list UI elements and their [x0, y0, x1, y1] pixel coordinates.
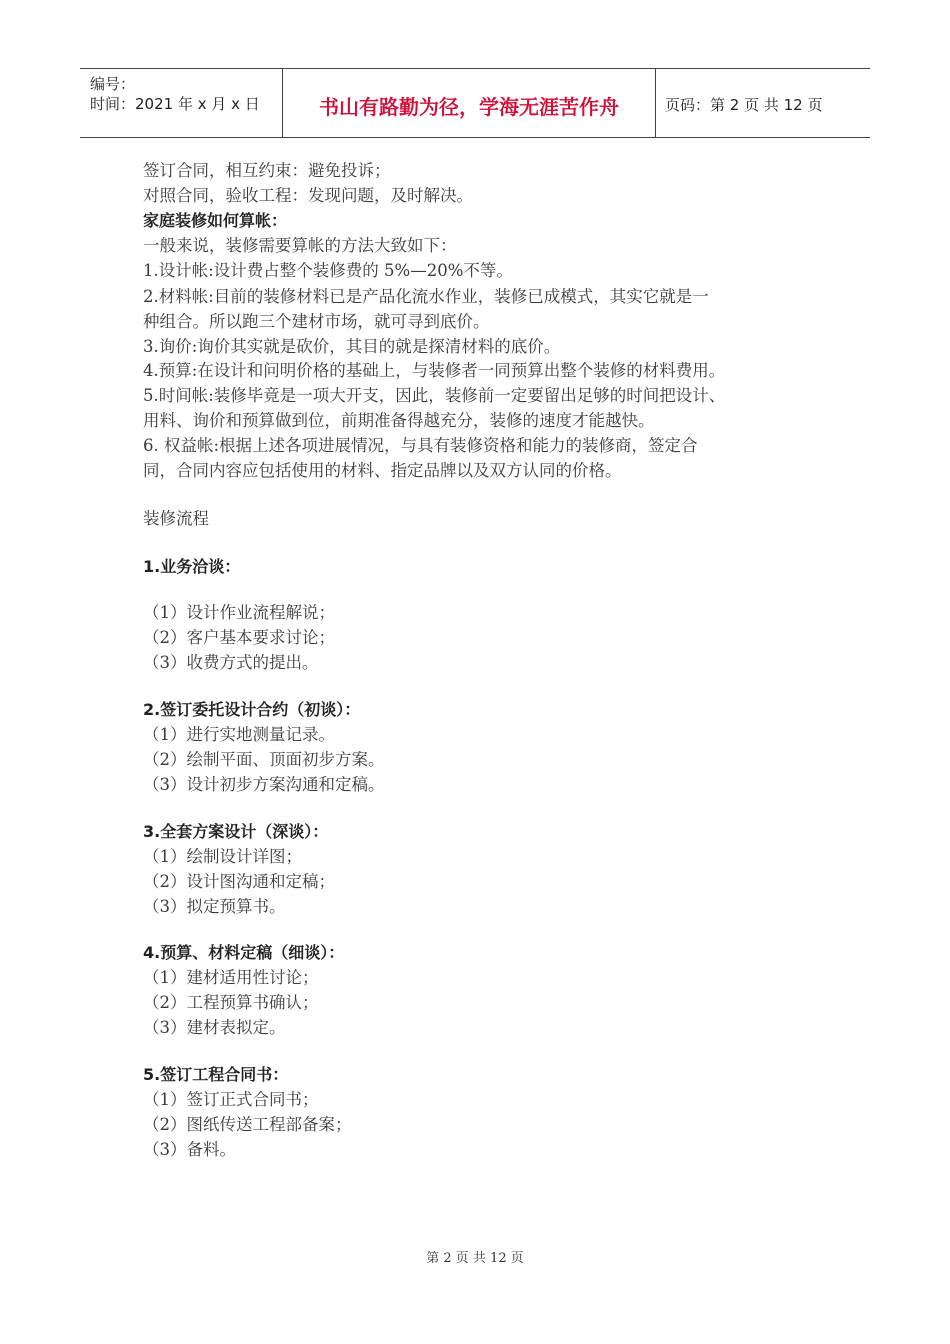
header-info-cell	[80, 69, 282, 137]
list-item: （1）建材适用性讨论；	[143, 968, 319, 987]
list-item: （2）图纸传送工程部备案；	[143, 1115, 352, 1134]
list-item: （2）绘制平面、顶面初步方案。	[143, 750, 385, 769]
page-footer: 第 2 页 共 12 页	[426, 1251, 524, 1266]
list-item: （3）备料。	[143, 1140, 236, 1159]
paragraph-line: 同，合同内容应包括使用的材料、指定品牌以及双方认同的价格。	[143, 461, 622, 480]
list-item: （1）进行实地测量记录。	[143, 725, 335, 744]
paragraph-line: 5.时间帐:装修毕竟是一项大开支，因此，装修前一定要留出足够的时间把设计、	[143, 386, 726, 405]
paragraph-line: 一般来说，装修需要算帐的方法大致如下：	[143, 236, 457, 255]
list-item: （3）建材表拟定。	[143, 1018, 286, 1037]
document-date-label: 时间：2021 年 x 月 x 日	[90, 95, 260, 113]
paragraph-line: 3.询价:询价其实就是砍价，其目的就是探清材料的底价。	[143, 337, 561, 356]
header-page-number: 页码：第 2 页 共 12 页	[665, 96, 823, 114]
paragraph-line: 签订合同，相互约束：避免投诉；	[143, 161, 391, 180]
paragraph-line: 对照合同，验收工程：发现问题，及时解决。	[143, 186, 473, 205]
paragraph-line: 6. 权益帐:根据上述各项进展情况，与具有装修资格和能力的装修商，签定合	[143, 436, 698, 455]
header-motto-cell	[282, 69, 656, 137]
list-item: （3）拟定预算书。	[143, 897, 286, 916]
list-item: （1）绘制设计详图；	[143, 847, 302, 866]
list-item: （2）设计图沟通和定稿；	[143, 872, 335, 891]
list-item: （2）工程预算书确认；	[143, 993, 319, 1012]
header-page-cell	[655, 69, 870, 137]
page-header	[80, 68, 870, 138]
header-motto: 书山有路勤为径，学海无涯苦作舟	[319, 95, 619, 119]
paragraph-line: 1.设计帐:设计费占整个装修费的 5%—20%不等。	[143, 261, 513, 280]
list-item: （2）客户基本要求讨论；	[143, 628, 335, 647]
paragraph-line: 种组合。所以跑三个建材市场，就可寻到底价。	[143, 312, 490, 331]
document-number-label: 编号：	[90, 75, 136, 93]
step-heading: 3.全套方案设计（深谈）：	[143, 822, 329, 841]
step-heading: 4.预算、材料定稿（细谈）：	[143, 943, 345, 962]
step-heading: 1.业务洽谈：	[143, 557, 241, 576]
paragraph-line: 2.材料帐:目前的装修材料已是产品化流水作业，装修已成模式，其实它就是一	[143, 287, 709, 306]
list-item: （1）设计作业流程解说；	[143, 603, 335, 622]
list-item: （1）签订正式合同书；	[143, 1090, 319, 1109]
step-heading: 2.签订委托设计合约（初谈）：	[143, 700, 361, 719]
list-item: （3）收费方式的提出。	[143, 653, 319, 672]
list-item: （3）设计初步方案沟通和定稿。	[143, 775, 385, 794]
section-title: 装修流程	[143, 509, 209, 528]
paragraph-line: 4.预算:在设计和问明价格的基础上，与装修者一同预算出整个装修的材料费用。	[143, 361, 726, 380]
step-heading: 5.签订工程合同书：	[143, 1065, 289, 1084]
section-heading: 家庭装修如何算帐：	[143, 211, 288, 230]
paragraph-line: 用料、询价和预算做到位，前期准备得越充分，装修的速度才能越快。	[143, 411, 655, 430]
